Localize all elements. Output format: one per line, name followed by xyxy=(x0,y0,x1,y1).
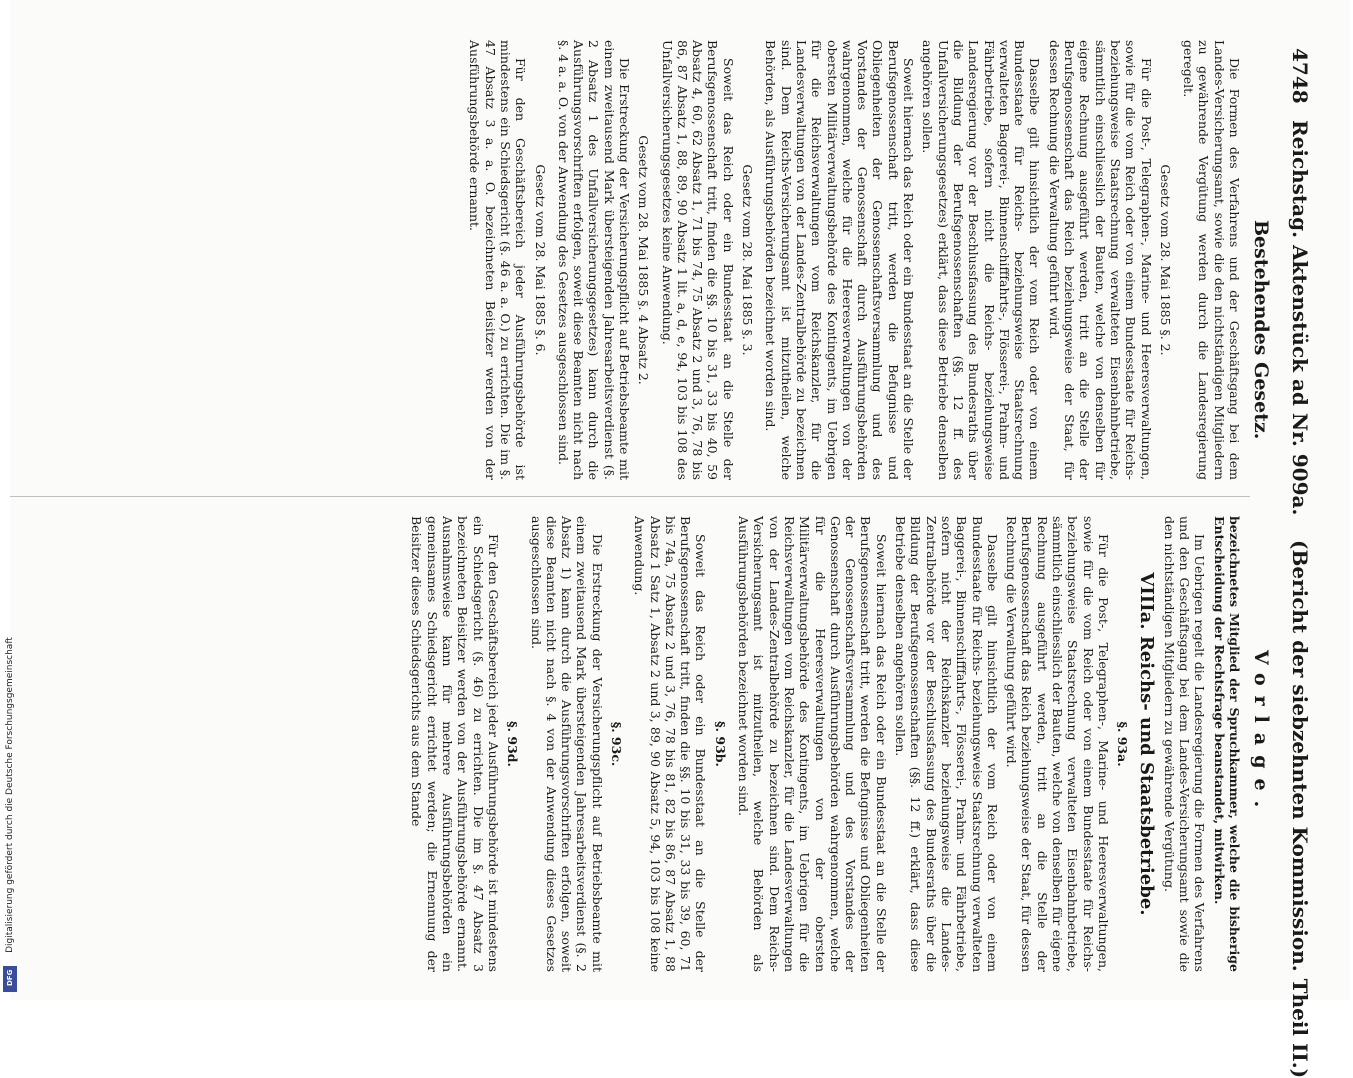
page-number: 4748 xyxy=(1288,48,1312,104)
paragraph: Soweit hiernach das Reich oder ein Bundesstaat an die Stelle der Berufsgenossenschaft tritt, werden die Befugnisse und Obliegenheiten der Genossenschaftsversammlung und des Vorstandes der Genossenschaft durch Ausführungsbehörden wahrgenommen, welche für die Heeresverwaltungen von der obersten Militärverwaltungsbehörde des Kontingents, im Uebrigen für die Reichsverwaltungen vom Reichskanzler, für die Landesverwaltungen von der Landes-Zentralbehörde zu bezeichnen sind. Dem Reichs-Versicherungsamt ist mitzutheilen, welche Behörden, als Ausführungsbehörden bezeichnet worden sind. xyxy=(763,40,917,480)
header-title: Reichstag. Aktenstück ad Nr. 909a. xyxy=(1288,120,1312,516)
section-title: VIIIa. Reichs- und Staatsbetriebe. xyxy=(1135,572,1157,916)
section-number: §. 93b. xyxy=(712,721,728,767)
paragraph: Für die Post-, Telegraphen-, Marine- und Heeresverwaltungen, sowie für die vom Reich oder von einem Bundesstaate für Reichs- beziehungsweise Staatsrechnung verwalteten Eisenbahnbetriebe, sämmtlich einschliesslich der Bauten, welche von denselben für eigene Rechnung ausgeführt werden, tritt an die Stelle der Berufsgenossenschaft das Reich beziehungsweise der Staat, für dessen Rechnung die Verwaltung geführt wird. xyxy=(1004,516,1111,972)
paragraph: Für den Geschäftsbereich jeder Ausführungsbehörde ist mindestens ein Schiedsgericht (§. 46 a. a. O.) zu errichten. Die im §. 47 Absatz 3 a. a. O. bezeichneten Beisitzer werden von der Ausführungsbehörde ernannt. xyxy=(467,40,529,480)
paragraph: Dasselbe gilt hinsichtlich der vom Reich oder von einem Bundesstaate für Reichs- beziehungsweise Staatsrechnung verwalteten Baggerei-, Binnenschifffahrts-, Flösserei-, Prahm- und Fährbetriebe, sofern nicht die Reichs- beziehungsweise Landesregierung vor der Beschlussfassung des Bundesraths über die Bildung der Berufsgenossenschaften (§§. 12 ff. des Unfallversicherungsgesetzes) erklärt, dass diese Betriebe denselben angehören sollen. xyxy=(920,40,1043,480)
paragraph: Soweit das Reich oder ein Bundesstaat an die Stelle der Berufsgenossenschaft tritt, finden die §§. 10 bis 31, 33 bis 39, 60, 71 bis 74a, 75 Absatz 2 und 3, 76, 78 bis 81, 82 bis 86, 87 Absatz 1, 88 Absatz 1 Satz 1, Absatz 2 und 3, 89, 90 Absatz 5, 94, 103 bis 108 keine Anwendung. xyxy=(632,516,709,972)
section-number: §. 93c. xyxy=(609,721,625,767)
paragraph: Im Uebrigen regelt die Landesregierung die Formen des Verfahrens und den Geschäftsgang bei dem Landes-Versicherungsamt sowie die den nichtständigen Mitgliedern zu gewährende Vergütung. xyxy=(1161,516,1208,972)
dfg-logo-icon: DFG xyxy=(3,966,17,992)
law-reference: Gesetz vom 28. Mai 1885 §. 4 Absatz 2. xyxy=(636,135,652,385)
paragraph: Dasselbe gilt hinsichtlich der vom Reich oder von einem Bundesstaate für Reichs- beziehungsweise Staatsrechnung verwalteten Baggerei-, Binnenschifffahrts-, Flösserei-, Prahm- und Fährbetriebe, sofern nicht der Reichskanzler beziehungsweise die Landes-Zentralbehörde vor der Beschlussfassung des Bundesraths über die Bildung der Berufsgenossenschaften (§§. 12 ff.) erklärt, dass diese Betriebe denselben angehören sollen. xyxy=(893,516,1000,972)
footer-credit-text: Digitalisierung gefördert durch die Deutsche Forschungsgemeinschaft xyxy=(5,637,15,953)
section-number: §. 93d. xyxy=(505,721,521,767)
paragraph: Soweit das Reich oder ein Bundesstaat an die Stelle der Berufsgenossenschaft tritt, finden die §§. 10 bis 31, 33 bis 40, 59 Absatz 4, 60, 62 Absatz 1, 71 bis 74, 75 Absatz 2 und 3, 76, 78 bis 86, 87 Absatz 1, 88, 89, 90 Absatz 1 lit. a, d, e, 94, 103 bis 108 des Unfallversicherungsgesetzes keine Anwendung. xyxy=(659,40,736,480)
page-header xyxy=(1280,0,1320,1078)
paragraph: Die Erstreckung der Versicherungspflicht auf Betriebsbeamte mit einem zweitausend Mark übersteigenden Jahresarbeitsverdienst (§. 2 Absatz 1) kann durch die Ausführungsvorschriften erfolgen, soweit diese Beamten nicht nach §. 4 von der Anwendung dieses Gesetzes ausgeschlossen sind. xyxy=(528,516,605,972)
header-subtitle: (Bericht der siebzehnten Kommission. Theil II.) xyxy=(1288,540,1312,1078)
paragraph: Die Formen des Verfahrens und der Geschäftsgang bei dem Landes-Versicherungsamt, sowie die den nichtständigen Mitgliedern zu gewährende Vergütung werden durch die Landesregierung geregelt. xyxy=(1181,40,1242,480)
paragraph: Soweit hiernach das Reich oder ein Bundesstaat an die Stelle der Berufsgenossenschaft tritt, werden die Befugnisse und Obliegenheiten der Genossenschaftsversammlung und des Vorstandes der Genossenschaft durch Ausführungsbehörden wahrgenommen, welche für die Heeresverwaltungen von der obersten Militärverwaltungsbehörde des Kontingents, im Uebrigen für die Reichsverwaltungen vom Reichskanzler, für die Landesverwaltungen von der Landes-Zentralbehörde zu bezeichnen sind. Dem Reichs-Versicherungsamt ist mitzutheilen, welche Behörden als Ausführungsbehörden bezeichnet worden sind. xyxy=(736,516,889,972)
paragraph: Für den Geschäftsbereich jeder Ausführungsbehörde ist mindestens ein Schiedsgericht (§. 46) zu errichten. Die im §. 47 Absatz 3 bezeichneten Beisitzer werden von der Ausführungsbehörde ernannt. Ausnahmsweise kann für mehrere Ausführungsbehörden ein gemeinsames Schiedsgericht errichtet werden; die Ernennung der Beisitzer dieses Schiedsgerichts aus dem Stande xyxy=(409,516,501,972)
law-reference: Gesetz vom 28. Mai 1885 §. 2. xyxy=(1157,164,1173,356)
paragraph: bezeichnetes Mitglied der Spruchkammer, welche die bisherige Entscheidung der Rechtsfrage beanstandet, mitwirken. xyxy=(1211,516,1242,972)
right-column xyxy=(405,516,1242,972)
law-reference: Gesetz vom 28. Mai 1885 §. 6. xyxy=(532,164,548,356)
law-reference: Gesetz vom 28. Mai 1885 §. 3. xyxy=(740,164,756,356)
left-column xyxy=(463,40,1242,480)
paragraph: Die Erstreckung der Versicherungspflicht auf Betriebsbeamte mit einem zweitausend Mark übersteigenden Jahresarbeitsverdienst (§. 2 Absatz 1 des Unfallversicherungsgesetzes) kann durch die Ausführungsvorschriften erfolgen, soweit diese Beamten nicht nach §. 4 a. a. O. von der Anwendung des Gesetzes ausgeschlossen sind. xyxy=(555,40,633,480)
left-column-heading: Bestehendes Gesetz. xyxy=(1250,220,1272,440)
scanned-page xyxy=(10,0,1350,1078)
paragraph: Für die Post-, Telegraphen-, Marine- und Heeresverwaltungen, sowie für die vom Reich oder von einem Bundesstaate für Reichs- beziehungsweise Staatsrechnung verwalteten Eisenbahnbetriebe, sämmtlich einschliesslich der Bauten, welche von denselben für eigene Rechnung ausgeführt werden, tritt an die Stelle der Berufsgenossenschaft das Reich beziehungsweise der Staat, für dessen Rechnung die Verwaltung geführt wird. xyxy=(1046,40,1154,480)
footer-credit xyxy=(0,600,20,1000)
column-divider xyxy=(10,496,1250,497)
right-column-heading: Vorlage. xyxy=(1250,650,1272,818)
section-number: §. 93a. xyxy=(1115,721,1131,767)
